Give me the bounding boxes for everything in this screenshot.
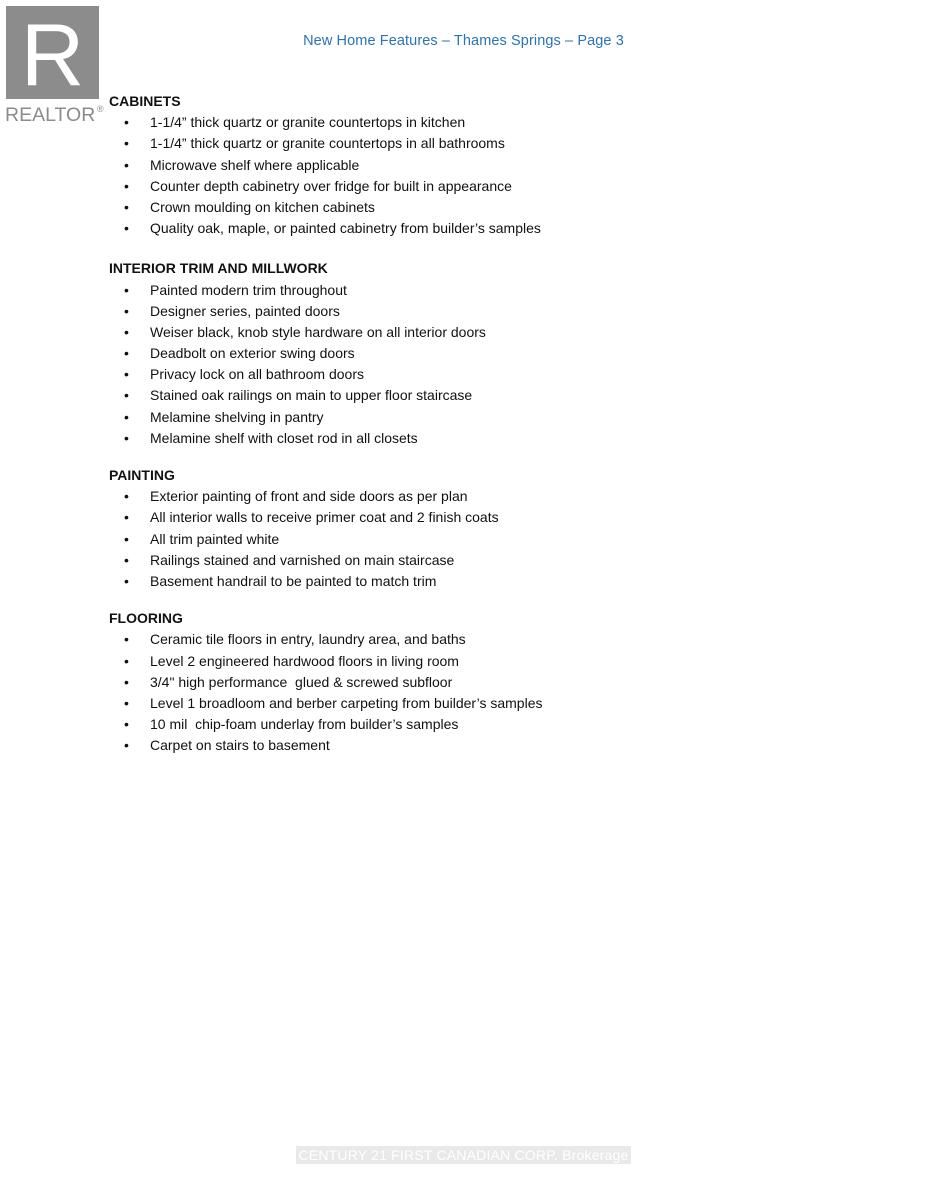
list-item (109, 550, 809, 571)
bullet-icon: • (124, 488, 129, 505)
bullet-icon: • (124, 302, 129, 319)
section-list (109, 112, 809, 239)
list-item-text: Basement handrail to be painted to match trim (150, 572, 437, 589)
list-item-text: All trim painted white (150, 530, 280, 547)
list-item (109, 197, 809, 218)
list-item (109, 176, 809, 197)
list-item-text: Railings stained and varnished on main staircase (150, 551, 455, 568)
list-item (109, 112, 809, 133)
list-item (109, 714, 809, 735)
bullet-icon: • (124, 156, 129, 173)
list-item-text: Weiser black, knob style hardware on all interior doors (150, 323, 486, 340)
section-list (109, 280, 809, 450)
list-item (109, 364, 809, 385)
bullet-icon: • (124, 716, 129, 733)
list-item (109, 280, 809, 301)
logo-wordmark: REALTOR (5, 104, 96, 126)
list-item-text: Melamine shelf with closet rod in all closets (150, 429, 418, 446)
list-item (109, 428, 809, 449)
bullet-icon: • (124, 652, 129, 669)
bullet-icon: • (124, 135, 129, 152)
bullet-icon: • (124, 323, 129, 340)
list-item-text: Ceramic tile floors in entry, laundry area, and baths (150, 631, 466, 648)
bullet-icon: • (124, 673, 129, 690)
list-item-text: Quality oak, maple, or painted cabinetry from builder’s samples (150, 220, 541, 237)
bullet-icon: • (124, 281, 129, 298)
list-item (109, 322, 809, 343)
list-item-text: Melamine shelving in pantry (150, 408, 324, 425)
bullet-icon: • (124, 345, 129, 362)
bullet-icon: • (124, 631, 129, 648)
bullet-icon: • (124, 177, 129, 194)
list-item (109, 133, 809, 154)
list-item-text: 1-1/4” thick quartz or granite countertops in all bathrooms (150, 135, 505, 152)
bullet-icon: • (124, 572, 129, 589)
realtor-logo-icon (5, 5, 105, 127)
list-item (109, 385, 809, 406)
bullet-icon: • (124, 429, 129, 446)
list-item-text: Privacy lock on all bathroom doors (150, 366, 364, 383)
list-item-text: Designer series, painted doors (150, 302, 340, 319)
bullet-icon: • (124, 387, 129, 404)
list-item (109, 486, 809, 507)
section-title: CABINETS (109, 93, 181, 109)
list-item-text: Counter depth cabinetry over fridge for built in appearance (150, 177, 512, 194)
logo-letter: R (20, 5, 85, 104)
list-item (109, 301, 809, 322)
section-list (109, 486, 809, 592)
list-item (109, 529, 809, 550)
list-item-text: 10 mil chip-foam underlay from builder’s samples (150, 716, 459, 733)
list-item (109, 693, 809, 714)
section-title: FLOORING (109, 610, 183, 627)
logo-registered-mark: ® (97, 104, 104, 114)
bullet-icon: • (124, 551, 129, 568)
bullet-icon: • (124, 220, 129, 237)
list-item-text: Level 2 engineered hardwood floors in living room (150, 652, 459, 669)
list-item (109, 343, 809, 364)
list-item-text: All interior walls to receive primer coat and 2 finish coats (150, 509, 499, 526)
page-header: New Home Features – Thames Springs – Page 3 (303, 33, 624, 49)
section-interior-trim-and-millwork (109, 258, 809, 449)
list-item-text: Crown moulding on kitchen cabinets (150, 198, 375, 215)
list-item-text: Painted modern trim throughout (150, 281, 347, 298)
section-painting (109, 465, 809, 592)
list-item-text: 3/4" high performance glued & screwed subfloor (150, 673, 453, 690)
bullet-icon: • (124, 737, 129, 754)
list-item (109, 672, 809, 693)
list-item (109, 651, 809, 672)
bullet-icon: • (124, 408, 129, 425)
section-list (109, 629, 809, 756)
list-item-text: Level 1 broadloom and berber carpeting from builder’s samples (150, 694, 543, 711)
bullet-icon: • (124, 198, 129, 215)
list-item (109, 407, 809, 428)
bullet-icon: • (124, 530, 129, 547)
realtor-logo (5, 5, 105, 127)
list-item (109, 571, 809, 592)
list-item (109, 629, 809, 650)
brokerage-watermark (0, 1146, 927, 1165)
section-title: PAINTING (109, 467, 175, 483)
bullet-icon: • (124, 114, 129, 131)
list-item (109, 218, 809, 239)
list-item (109, 507, 809, 528)
section-cabinets (109, 91, 809, 239)
bullet-icon: • (124, 366, 129, 383)
watermark-text: CENTURY 21 FIRST CANADIAN CORP. Brokerage (298, 1147, 629, 1163)
list-item-text: 1-1/4” thick quartz or granite countertops in kitchen (150, 114, 466, 131)
list-item-text: Exterior painting of front and side doors as per plan (150, 488, 468, 505)
section-flooring (109, 608, 809, 756)
list-item-text: Stained oak railings on main to upper floor staircase (150, 387, 473, 404)
list-item-text: Deadbolt on exterior swing doors (150, 345, 355, 362)
document-body (109, 91, 809, 756)
bullet-icon: • (124, 509, 129, 526)
list-item (109, 735, 809, 756)
list-item (109, 155, 809, 176)
list-item-text: Microwave shelf where applicable (150, 156, 360, 173)
bullet-icon: • (124, 694, 129, 711)
section-title: INTERIOR TRIM AND MILLWORK (109, 260, 328, 277)
list-item-text: Carpet on stairs to basement (150, 737, 330, 754)
